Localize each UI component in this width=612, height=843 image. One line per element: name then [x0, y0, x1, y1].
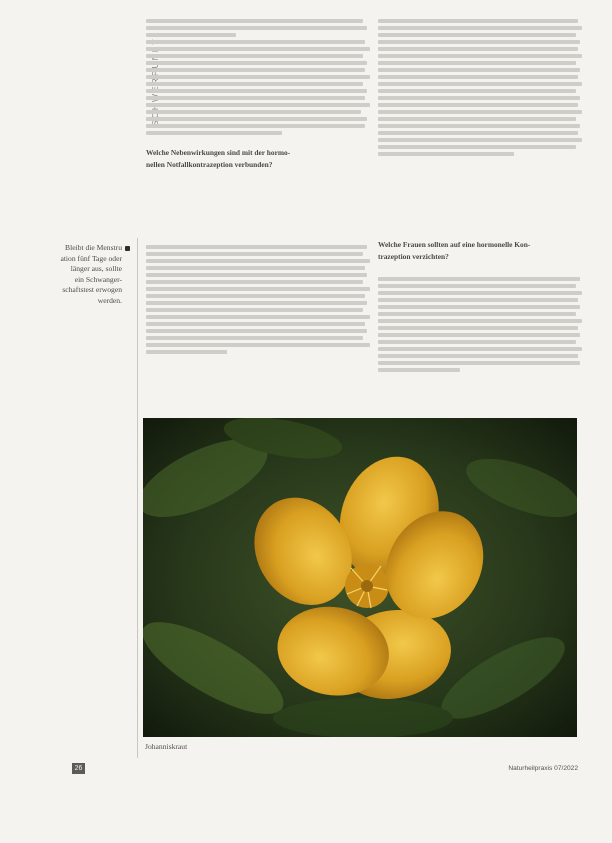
text-line	[378, 47, 578, 51]
text-line	[378, 117, 576, 121]
text-line	[146, 287, 370, 291]
text-line	[146, 280, 363, 284]
text-line	[378, 96, 580, 100]
text-line	[146, 315, 370, 319]
pull-quote-line: ein Schwanger-	[74, 274, 122, 284]
text-line	[146, 33, 236, 37]
flower-image	[143, 418, 577, 737]
text-line	[378, 131, 578, 135]
text-line	[378, 61, 576, 65]
text-line	[378, 368, 460, 372]
text-line	[378, 284, 576, 288]
text-line	[146, 110, 361, 114]
pull-quote-line: werden.	[97, 295, 122, 305]
text-line	[146, 68, 365, 72]
text-line	[378, 103, 578, 107]
text-line	[378, 33, 576, 37]
text-line	[378, 82, 582, 86]
text-line	[378, 124, 580, 128]
text-line	[378, 340, 576, 344]
text-line	[146, 252, 363, 256]
text-line	[146, 343, 370, 347]
text-line	[146, 301, 367, 305]
text-line	[378, 138, 582, 142]
page-number: 26	[72, 763, 85, 774]
pull-quote	[22, 243, 122, 307]
text-line	[146, 322, 365, 326]
text-line	[378, 354, 578, 358]
text-line	[146, 82, 363, 86]
text-line	[378, 298, 578, 302]
text-line	[146, 266, 365, 270]
text-line	[146, 96, 365, 100]
text-line	[378, 89, 576, 93]
pull-quote-line: Bleibt die Menstru	[65, 243, 122, 252]
pull-quote-line: schaftstest erwogen	[62, 285, 122, 295]
pull-quote-marker	[125, 246, 130, 251]
text-line	[378, 110, 582, 114]
text-line	[146, 131, 282, 135]
text-line	[146, 350, 227, 354]
text-line	[146, 329, 367, 333]
body-column-left-lower	[146, 242, 372, 357]
text-line	[378, 361, 580, 365]
text-line	[146, 26, 367, 30]
text-line	[378, 333, 580, 337]
section-question: Welche Nebenwirkungen sind mit der hormo-	[146, 147, 291, 157]
text-line	[146, 245, 367, 249]
pull-quote-line: länger aus, sollte	[70, 264, 122, 274]
text-line	[146, 124, 365, 128]
body-column-right-lower	[378, 238, 584, 375]
pull-quote-line: ation fünf Tage oder	[60, 253, 122, 263]
text-line	[378, 347, 582, 351]
text-line	[146, 54, 363, 58]
text-line	[146, 19, 363, 23]
text-line	[378, 152, 514, 156]
text-line	[378, 305, 580, 309]
section-question: Welche Frauen sollten auf eine hormonelle Kon-	[378, 240, 531, 249]
margin-rule	[137, 238, 138, 758]
text-line	[146, 308, 363, 312]
text-line	[378, 319, 582, 323]
text-line	[378, 291, 582, 295]
text-line	[378, 326, 578, 330]
text-line	[378, 75, 578, 79]
text-line	[146, 117, 367, 121]
text-line	[146, 259, 370, 263]
text-line	[146, 47, 370, 51]
section-question: trazeption verzichten?	[378, 251, 449, 261]
text-line	[146, 89, 367, 93]
text-line	[378, 19, 578, 23]
text-line	[146, 273, 367, 277]
magazine-footer: Naturheilpraxis 07/2022	[508, 765, 578, 772]
body-column-right-upper	[378, 16, 584, 159]
text-line	[146, 336, 363, 340]
text-line	[146, 103, 370, 107]
text-line	[378, 40, 580, 44]
text-line	[378, 68, 580, 72]
text-line	[146, 40, 365, 44]
photo-caption: Johanniskraut	[145, 742, 188, 751]
text-line	[378, 277, 580, 281]
text-line	[378, 145, 576, 149]
text-line	[378, 312, 576, 316]
flower-photo	[143, 418, 577, 737]
text-line	[146, 61, 367, 65]
section-question: nellen Notfallkontrazeption verbunden?	[146, 159, 273, 169]
text-line	[146, 294, 365, 298]
text-line	[146, 75, 370, 79]
body-column-left-upper	[146, 16, 372, 172]
text-line	[378, 54, 582, 58]
text-line	[378, 26, 582, 30]
